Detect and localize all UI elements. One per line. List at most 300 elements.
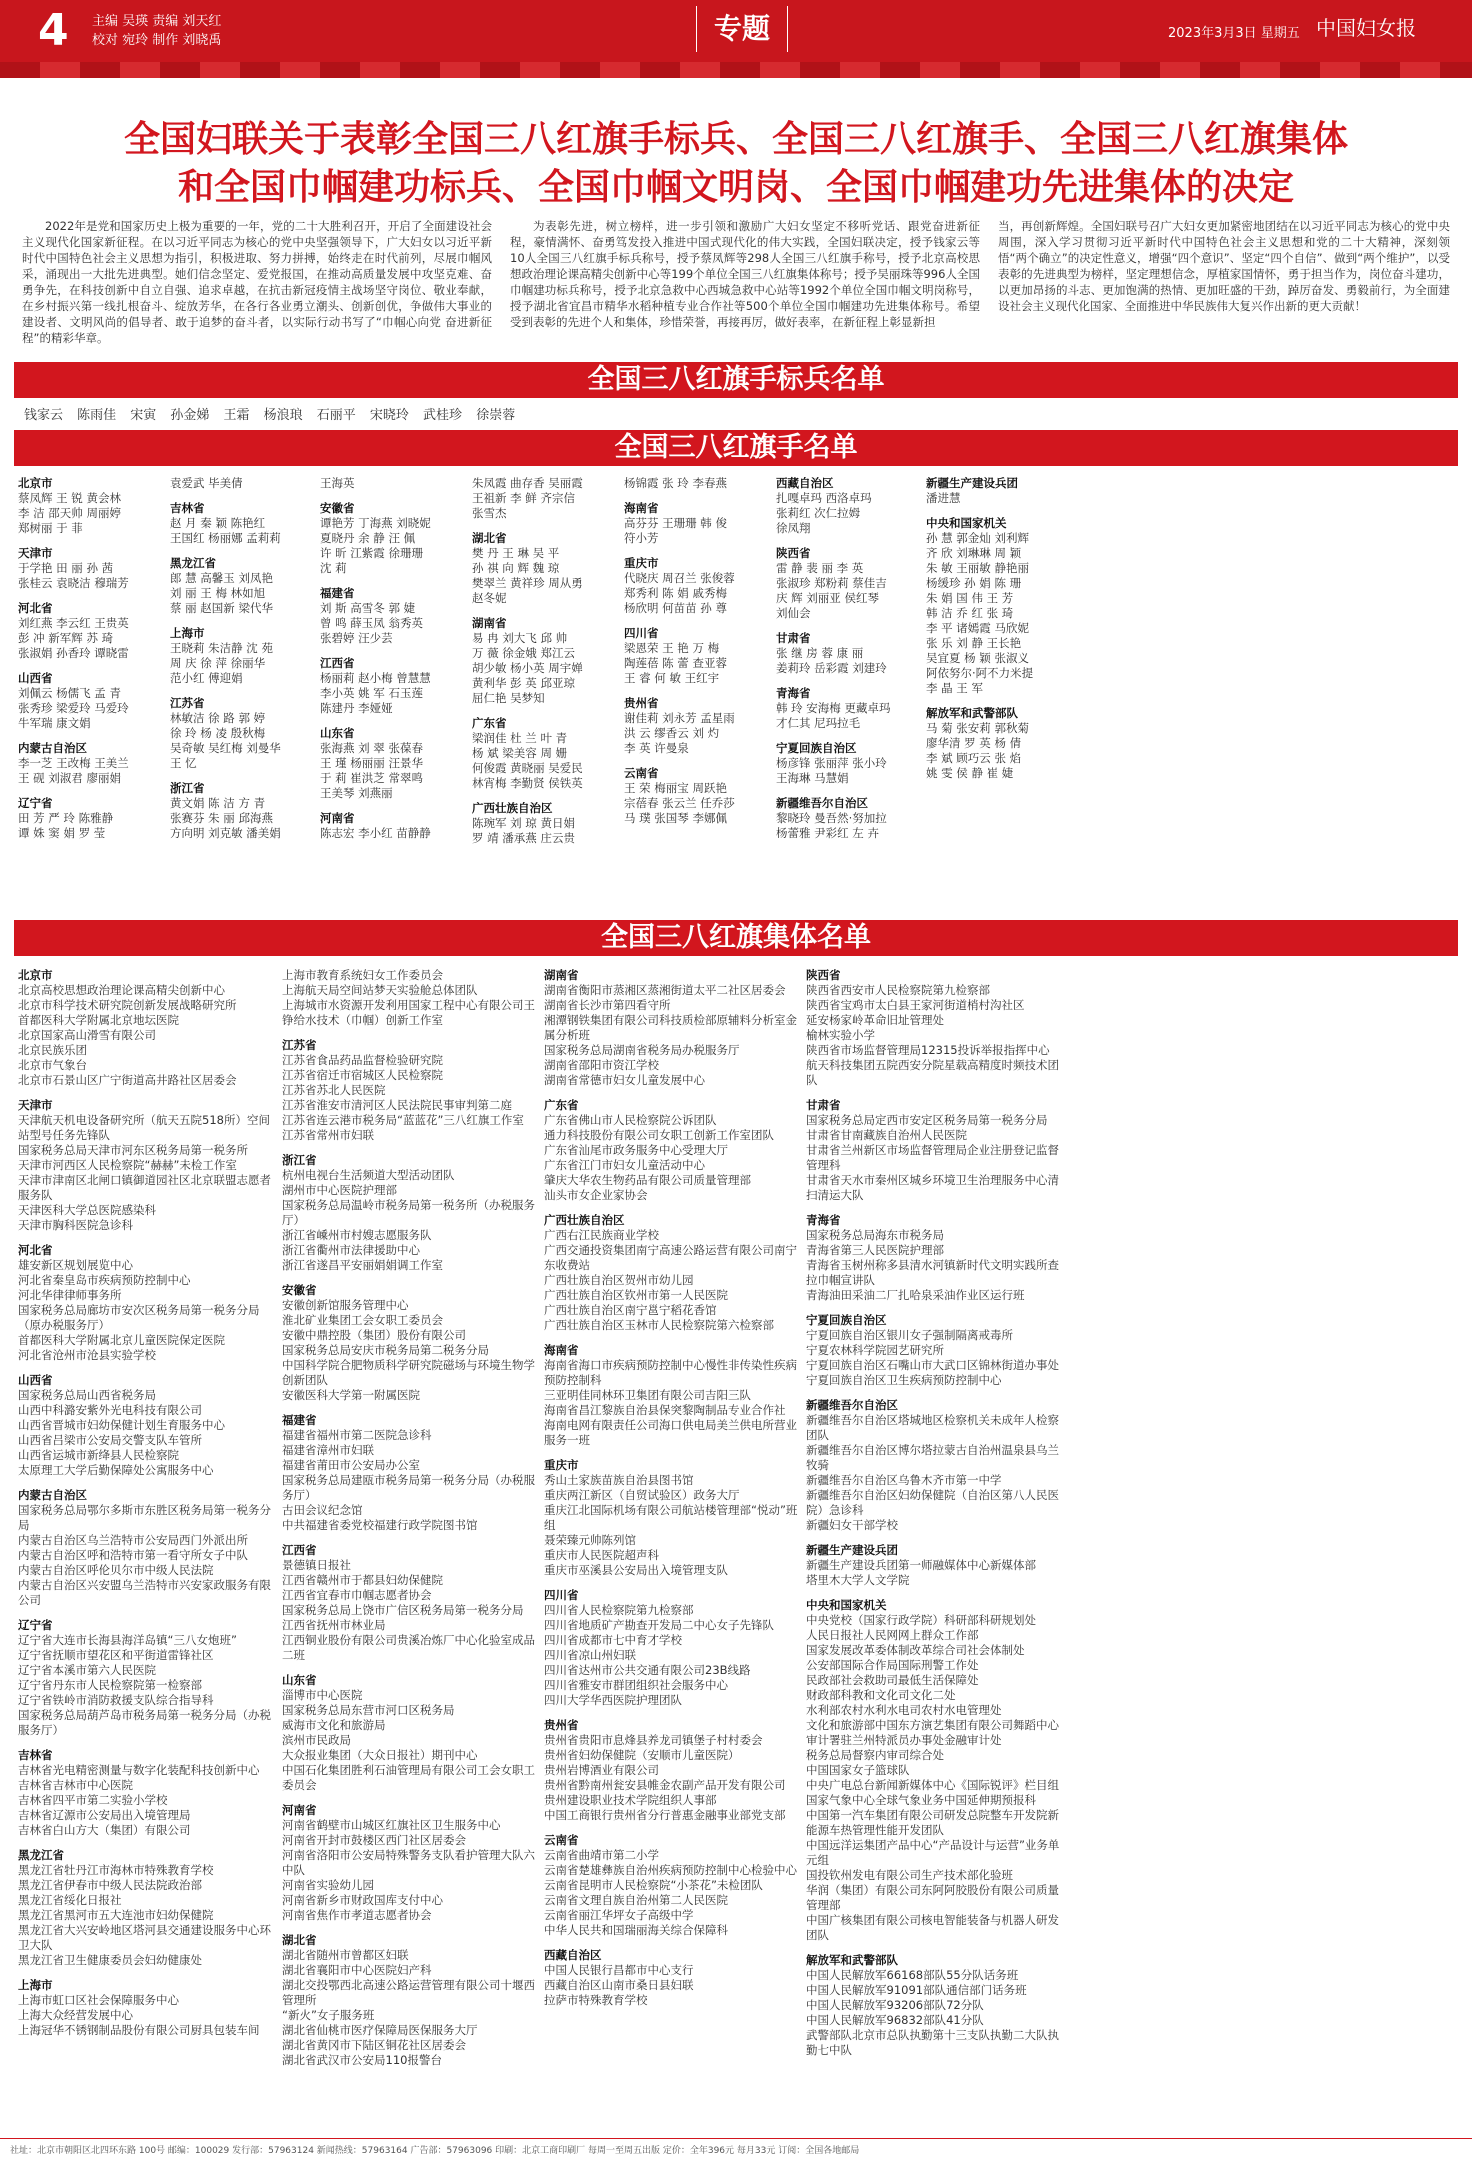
headline <box>30 116 1442 212</box>
list-item: 北京国家高山滑雪有限公司 <box>18 1028 156 1042</box>
list-item: 海南省昌江黎族自治县保突黎陶制品专业合作社 <box>544 1403 786 1417</box>
province-heading: 北京市 <box>18 476 53 490</box>
list-item: 国家税务总局鄂尔多斯市东胜区税务局第一税务分局 <box>18 1503 271 1532</box>
province-heading: 广西壮族自治区 <box>544 1213 625 1227</box>
province-heading: 江苏省 <box>170 696 205 710</box>
list-item: 福建省莆田市公安局办公室 <box>282 1458 420 1472</box>
list-item: 国家发展改革委体制改革综合司社会体制处 <box>806 1643 1025 1657</box>
list-item: 朱 敏 王丽敏 静艳丽 <box>926 561 1029 575</box>
list-column <box>806 968 1062 2058</box>
list-item: 吉林省吉林市中心医院 <box>18 1778 133 1792</box>
list-item: 吴宜夏 杨 颖 张淑义 <box>926 651 1029 665</box>
list-item: 阿依努尔·阿不力米提 <box>926 666 1034 680</box>
list-item: 甘肃省甘南藏族自治州人民医院 <box>806 1128 967 1142</box>
province-heading: 辽宁省 <box>18 796 53 810</box>
list-item: 四川省达州市公共交通有限公司23B线路 <box>544 1663 751 1677</box>
province-heading: 四川省 <box>544 1588 579 1602</box>
list-item: 黄文娟 陈 洁 方 青 <box>170 796 266 810</box>
list-item: 秀山土家族苗族自治县图书馆 <box>544 1473 694 1487</box>
list-item: 河南省鹤壁市山城区红旗社区卫生服务中心 <box>282 1818 501 1832</box>
province-heading: 浙江省 <box>282 1153 317 1167</box>
list-item: 国投钦州发电有限公司生产技术部化验班 <box>806 1868 1013 1882</box>
list-item: 王 荣 梅丽宝 周跃艳 <box>624 781 727 795</box>
list-item: 青海油田采油二厂扎哈泉采油作业区运行班 <box>806 1288 1025 1302</box>
list-item: 王美琴 刘燕丽 <box>320 786 393 800</box>
list-item: 宁夏回族自治区石嘴山市大武口区锦林街道办事处 <box>806 1358 1059 1372</box>
decorative-drape <box>0 62 1472 78</box>
list-item: 赵 月 秦 颖 陈艳红 <box>170 516 266 530</box>
province-heading: 广西壮族自治区 <box>472 801 553 815</box>
province-heading: 西藏自治区 <box>544 1948 602 1962</box>
list-item: 赵冬妮 <box>472 591 507 605</box>
province-heading: 河南省 <box>282 1803 317 1817</box>
list-item: 江西省抚州市林业局 <box>282 1618 386 1632</box>
list-item: 四川省地质矿产勘查开发局二中心女子先锋队 <box>544 1618 774 1632</box>
list-item: 湖北省仙桃市医疗保障局医保服务大厅 <box>282 2023 478 2037</box>
list-item: 黑龙江省黑河市五大连池市妇幼保健院 <box>18 1908 214 1922</box>
spacer <box>544 1088 800 1098</box>
list-item: 山西中科潞安紫外光电科技有限公司 <box>18 1403 202 1417</box>
list-item: 张淑娟 孙香玲 谭晓雷 <box>18 646 129 660</box>
list-item: 湖北省黄冈市下陆区铜花社区居委会 <box>282 2038 466 2052</box>
list-item: 黑龙江省绥化日报社 <box>18 1893 122 1907</box>
list-item: 张桂云 袁晓洁 穆瑞芳 <box>18 576 129 590</box>
list-item: 内蒙古自治区乌兰浩特市公安局西门外派出所 <box>18 1533 248 1547</box>
list-item: 江苏省宿迁市宿城区人民检察院 <box>282 1068 443 1082</box>
spacer <box>18 1968 274 1978</box>
province-heading: 云南省 <box>544 1833 579 1847</box>
list-item: 马 璞 张国琴 李娜佩 <box>624 811 727 825</box>
list-item: 中共福建省委党校福建行政学院图书馆 <box>282 1518 478 1532</box>
list-item: 中国工商银行贵州省分行普惠金融事业部党支部 <box>544 1808 786 1822</box>
province-heading: 四川省 <box>624 626 659 640</box>
list-column <box>18 968 274 2038</box>
province-heading: 陕西省 <box>776 546 811 560</box>
list-item: 国家税务总局湖南省税务局办税服务厅 <box>544 1043 740 1057</box>
list-item: 孙 祺 向 辉 魏 琼 <box>472 561 560 575</box>
province-heading: 湖南省 <box>544 968 579 982</box>
list-item: 郎 慧 高馨玉 刘凤艳 <box>170 571 273 585</box>
list-item: 安徽中鼎控股（集团）股份有限公司 <box>282 1328 466 1342</box>
list-item: 中国人民解放军91091部队通信部门话务班 <box>806 1983 1027 1997</box>
list-item: 审计署驻兰州特派员办事处金融审计处 <box>806 1733 1002 1747</box>
list-item: 云南省文理自族自治州第二人民医院 <box>544 1893 728 1907</box>
list-item: 林敏洁 徐 路 郭 婷 <box>170 711 266 725</box>
list-item: 河南省洛阳市公安局特殊警务支队看护管理大队六中队 <box>282 1848 535 1877</box>
list-item: 上海市教育系统妇女工作委员会 <box>282 968 443 982</box>
list-item: 孙 慧 郭金灿 刘利辉 <box>926 531 1029 545</box>
list-item: 新疆维吾尔自治区妇幼保健院（自治区第八人民医院）急诊科 <box>806 1488 1059 1517</box>
province-heading: 内蒙古自治区 <box>18 741 87 755</box>
list-item: 新疆维吾尔自治区塔城地区检察机关未成年人检察团队 <box>806 1413 1059 1442</box>
list-item: 潘进慧 <box>926 491 961 505</box>
province-heading: 河北省 <box>18 601 53 615</box>
list-item: 甘肃省兰州新区市场监督管理局企业注册登记监督管理科 <box>806 1143 1059 1172</box>
list-item: 林宵梅 李勤贤 侯铁英 <box>472 776 583 790</box>
list-item: 中国石化集团胜利石油管理局有限公司工会女职工委员会 <box>282 1763 535 1792</box>
list-item: 浙江省衢州市法律援助中心 <box>282 1243 420 1257</box>
list-item: 广西壮族自治区钦州市第一人民医院 <box>544 1288 728 1302</box>
province-heading: 江西省 <box>282 1543 317 1557</box>
province-heading: 重庆市 <box>544 1458 579 1472</box>
list-item: 王 瑾 杨丽丽 汪景华 <box>320 756 423 770</box>
list-item: 刘红燕 李云红 王贵英 <box>18 616 129 630</box>
list-item: 重庆江北国际机场有限公司航站楼管理部“悦动”班组 <box>544 1503 798 1532</box>
list-item: 辽宁省铁岭市消防救援支队综合指导科 <box>18 1693 214 1707</box>
list-item: 蔡 丽 赵国新 梁代华 <box>170 601 273 615</box>
list-item: 李 平 诸嫣霞 马欣妮 <box>926 621 1029 635</box>
section-banner: 全国三八红旗集体名单 <box>14 920 1458 956</box>
list-item: 中国人民解放军93206部队72分队 <box>806 1998 984 2012</box>
province-heading: 甘肃省 <box>776 631 811 645</box>
list-item: 刘 斯 高雪冬 郭 婕 <box>320 601 416 615</box>
list-item: 中国国家女子篮球队 <box>806 1763 910 1777</box>
province-heading: 黑龙江省 <box>18 1848 64 1862</box>
list-item: 安徽创新馆服务管理中心 <box>282 1298 409 1312</box>
list-item: 山西省运城市新绛县人民检察院 <box>18 1448 179 1462</box>
editor-credits <box>92 12 221 50</box>
list-item: 张秀珍 梁爱玲 马爱玲 <box>18 701 129 715</box>
list-item: 方向明 刘克敏 潘美娟 <box>170 826 281 840</box>
spacer <box>282 1403 538 1413</box>
list-item: 贵州省妇幼保健院（安顺市儿童医院） <box>544 1748 740 1762</box>
section-banner: 全国三八红旗手名单 <box>14 430 1458 466</box>
list-item: 黄利华 彭 英 邱亚琼 <box>472 676 575 690</box>
spacer <box>18 1738 274 1748</box>
list-item: 广东省汕尾市政务服务中心受理大厅 <box>544 1143 728 1157</box>
list-item: 上海航天局空间站梦天实验舱总体团队 <box>282 983 478 997</box>
list-item: 吉林省白山方大（集团）有限公司 <box>18 1823 191 1837</box>
province-heading: 湖北省 <box>472 531 507 545</box>
list-item: 山西省吕梁市公安局交警支队车管所 <box>18 1433 202 1447</box>
province-heading: 吉林省 <box>170 501 205 515</box>
list-item: 朱 娟 国 伟 王 芳 <box>926 591 1014 605</box>
province-heading: 中央和国家机关 <box>926 516 1007 530</box>
intro-paragraph: 为表彰先进，树立榜样，进一步引领和激励广大妇女坚定不移听党话、跟党奋进新征程，豪情满怀、奋勇笃发投入推进中国式现代化的伟大实践，全国妇联决定，授予钱家云等10人全国三八红旗手标兵称号，授予蔡凤辉等298人全国三八红旗手称号，授予北京高校思想政治理论课高精尖创新中心等199个单位全国三八红旗集体称号；授予吴丽珠等996人全国巾帼建功标兵称号，授予北京急救中心西城急救中心站等1992个单位全国巾帼文明岗称号，授予湖北省宜昌市精华水稻种植专业合作社等500个单位全国巾帼建功先进集体称号。希望受到表彰的先进个人和集体，珍惜荣誉，再接再厉，做好表率，在新征程上彰显新担 <box>510 219 980 329</box>
list-item: 于 莉 崔洪芝 常翠鸣 <box>320 771 423 785</box>
list-item: 李小英 姚 军 石玉莲 <box>320 686 423 700</box>
list-item: 沈 莉 <box>320 561 347 575</box>
list-item: 郑秀利 陈 娟 戚秀梅 <box>624 586 727 600</box>
list-item: 湖北省随州市曾都区妇联 <box>282 1948 409 1962</box>
list-item: 杨缓珍 孙 娟 陈 珊 <box>926 576 1022 590</box>
spacer <box>544 1448 800 1458</box>
list-item: 汕头市女企业家协会 <box>544 1188 648 1202</box>
list-item: 庆 辉 刘丽亚 侯红琴 <box>776 591 879 605</box>
list-item: 陶莲蓓 陈 蕾 查亚蓉 <box>624 656 727 670</box>
list-item: 三亚明佳同林环卫集团有限公司吉阳三队 <box>544 1388 751 1402</box>
list-item: 浙江省遂昌平安丽娟娟调工作室 <box>282 1258 443 1272</box>
list-item: 李 晶 王 军 <box>926 681 983 695</box>
province-heading: 福建省 <box>282 1413 317 1427</box>
list-item: 国家税务总局天津市河东区税务局第一税务所 <box>18 1143 248 1157</box>
province-heading: 北京市 <box>18 968 53 982</box>
province-heading: 广东省 <box>472 716 507 730</box>
province-heading: 新疆维吾尔自治区 <box>776 796 868 810</box>
list-item: 税务总局督察内审司综合处 <box>806 1748 944 1762</box>
list-item: 太原理工大学后勤保障处公寓服务中心 <box>18 1463 214 1477</box>
list-item: 国家气象中心全球气象业务中国延伸期预报科 <box>806 1793 1036 1807</box>
list-item: 海南省海口市疾病预防控制中心慢性非传染性疾病预防控制科 <box>544 1358 797 1387</box>
list-item: 宁夏农林科学院园艺研究所 <box>806 1343 944 1357</box>
list-item: 中国人民解放军96832部队41分队 <box>806 2013 984 2027</box>
spacer <box>544 1938 800 1948</box>
list-item: 陕西省宝鸡市太白县王家河街道梢村沟社区 <box>806 998 1025 1012</box>
list-item: 国家税务总局海东市税务局 <box>806 1228 944 1242</box>
list-item: 云南省曲靖市第二小学 <box>544 1848 659 1862</box>
province-heading: 新疆生产建设兵团 <box>926 476 1018 490</box>
list-item: 西藏自治区山南市桑日县妇联 <box>544 1978 694 1992</box>
province-heading: 安徽省 <box>282 1283 317 1297</box>
list-item: 高芬芬 王珊珊 韩 俊 <box>624 516 727 530</box>
province-heading: 宁夏回族自治区 <box>806 1313 887 1327</box>
list-item: 天津市河西区人民检察院“赫赫”未检工作室 <box>18 1158 237 1172</box>
spacer <box>282 1793 538 1803</box>
province-heading: 青海省 <box>806 1213 841 1227</box>
spacer <box>776 786 976 796</box>
list-item: 甘肃省天水市秦州区城乡环境卫生治理服务中心清扫清运大队 <box>806 1173 1059 1202</box>
list-item: 陈琬军 刘 琼 黄日娟 <box>472 816 575 830</box>
province-heading: 青海省 <box>776 686 811 700</box>
list-item: 广东省江门市妇女儿童活动中心 <box>544 1158 705 1172</box>
province-heading: 中央和国家机关 <box>806 1598 887 1612</box>
list-item: 刘仙会 <box>776 606 811 620</box>
list-item: 黑龙江省大兴安岭地区塔河县交通建设服务中心环卫大队 <box>18 1923 271 1952</box>
list-item: 湖南省衡阳市蒸湘区蒸湘街道太平二社区居委会 <box>544 983 786 997</box>
province-heading: 天津市 <box>18 1098 53 1112</box>
list-item: 水利部农村水利水电司农村水电管理处 <box>806 1703 1002 1717</box>
list-item: 张淑珍 郑粉莉 蔡佳吉 <box>776 576 887 590</box>
list-item: 辽宁省丹东市人民检察院第一检察部 <box>18 1678 202 1692</box>
list-item: 通力科技股份有限公司女职工创新工作室团队 <box>544 1128 774 1142</box>
list-item: 中国远洋运集团产品中心“产品设计与运营”业务单元组 <box>806 1838 1060 1867</box>
province-heading: 贵州省 <box>624 696 659 710</box>
list-item: 陈志宏 李小红 苗静静 <box>320 826 431 840</box>
list-item: 吉林省四平市第二实验小学校 <box>18 1793 168 1807</box>
spacer <box>18 1088 274 1098</box>
list-item: 江苏省食品药品监督检验研究院 <box>282 1053 443 1067</box>
list-item: 张赛芬 朱 丽 邱海燕 <box>170 811 273 825</box>
province-heading: 海南省 <box>544 1343 579 1357</box>
list-item: 刘佩云 杨儒飞 孟 青 <box>18 686 121 700</box>
province-heading: 山东省 <box>320 726 355 740</box>
list-item: 谭艳芳 丁海燕 刘晓妮 <box>320 516 431 530</box>
list-item: 淮北矿业集团工会女职工委员会 <box>282 1313 443 1327</box>
list-item: 朱凤霞 曲存香 吴丽霞 <box>472 476 583 490</box>
list-item: 古田会议纪念馆 <box>282 1503 363 1517</box>
spacer <box>18 1233 274 1243</box>
spacer <box>282 1663 538 1673</box>
spacer <box>806 1533 1062 1543</box>
list-item: 中央广电总台新闻新媒体中心《国际锐评》栏目组 <box>806 1778 1059 1792</box>
newspaper-logo: 中国妇女报 <box>1316 16 1416 40</box>
list-item: 福建省福州市第二医院急诊科 <box>282 1428 432 1442</box>
list-item: 河北省秦皇岛市疾病预防控制中心 <box>18 1273 191 1287</box>
issue-date: 2023年3月3日 星期五 <box>1168 26 1300 41</box>
intro-paragraph: 2022年是党和国家历史上极为重要的一年，党的二十大胜利召开，开启了全面建设社会主义现代化国家新征程。在以习近平同志为核心的党中央坚强领导下，广大妇女以习近平新时代中国特色社会主义思想为指引，积极进取、努力拼搏，始终走在时代前列，尽展巾帼风采，涌现出一大批先进典型。她们信念坚定、爱党报国，在推动高质量发展中攻坚克难、奋勇争先，在科技创新中自立自强、追求卓越，在抗击新冠疫情主战场坚守岗位、敬业奉献，在乡村振兴第一线扎根奋斗、绽放芳华，在各行各业勇立潮头、创新创优，争做伟大事业的建设者、文明风尚的倡导者、敢于追梦的奋斗者，以实际行动书写了“巾帼心向党 奋进新征程”的精彩华章。 <box>22 219 492 345</box>
list-item: 云南省丽江华坪女子高级中学 <box>544 1908 694 1922</box>
list-item: 宁夏回族自治区银川女子强制隔离戒毒所 <box>806 1328 1013 1342</box>
list-item: 马 菊 张安莉 郭秋菊 <box>926 721 1029 735</box>
province-heading: 黑龙江省 <box>170 556 216 570</box>
list-item: 北京市科学技术研究院创新发展战略研究所 <box>18 998 237 1012</box>
list-item: 湖南省常德市妇女儿童发展中心 <box>544 1073 705 1087</box>
list-item: 代晓庆 周召兰 张俊蓉 <box>624 571 735 585</box>
list-item: 张碧婷 汪少芸 <box>320 631 393 645</box>
list-item: 湖北省襄阳市中心医院妇产科 <box>282 1963 432 1977</box>
list-item: 新疆维吾尔自治区博尔塔拉蒙古自治州温泉县乌兰牧骑 <box>806 1443 1059 1472</box>
list-item: 新疆生产建设兵团第一师融媒体中心新媒体部 <box>806 1558 1036 1572</box>
list-item: 张雪杰 <box>472 506 507 520</box>
list-item: 中国广核集团有限公司核电智能装备与机器人研发团队 <box>806 1913 1059 1942</box>
spacer <box>806 1943 1062 1953</box>
list-item: 吴奇敏 吴红梅 刘曼华 <box>170 741 281 755</box>
list-item: 景德镇日报社 <box>282 1558 351 1572</box>
list-item: 李 洁 邵天帅 周丽婷 <box>18 506 121 520</box>
list-item: 青海省玉树州称多县清水河镇新时代文明实践所查拉巾帼宣讲队 <box>806 1258 1059 1287</box>
list-item: 广西壮族自治区南宁邕宁稻花香馆 <box>544 1303 717 1317</box>
list-item: 国家税务总局山西省税务局 <box>18 1388 156 1402</box>
list-item: 谢佳莉 刘永芳 孟星雨 <box>624 711 735 725</box>
list-item: 湖北交投鄂西北高速公路运营管理有限公司十堰西管理所 <box>282 1978 535 2007</box>
list-item: 何俊霞 黄晓丽 吴爱民 <box>472 761 583 775</box>
section-label: 专题 <box>696 6 788 52</box>
province-heading: 天津市 <box>18 546 53 560</box>
biaobing-names: 钱家云 陈雨佳 宋寅 孙金娣 王霜 杨浪琅 石丽平 宋晓玲 武桂珍 徐崇蓉 <box>24 408 516 423</box>
list-item: 四川省雅安市群团组织社会服务中心 <box>544 1678 728 1692</box>
list-item: 洪 云 缪香云 刘 灼 <box>624 726 720 740</box>
province-heading: 广东省 <box>544 1098 579 1112</box>
list-item: 李 斌 顾巧云 张 焰 <box>926 751 1022 765</box>
province-heading: 贵州省 <box>544 1718 579 1732</box>
list-item: 贵州建设职业技术学院组织人事部 <box>544 1793 717 1807</box>
list-item: 齐 欣 刘琳琳 周 颖 <box>926 546 1022 560</box>
list-item: 中国第一汽车集团有限公司研发总院整车开发院新能源车热管理性能开发团队 <box>806 1808 1059 1837</box>
list-item: 曾 鸣 薛玉凤 翁秀英 <box>320 616 423 630</box>
list-item: 范小红 傅迎娟 <box>170 671 243 685</box>
province-heading: 安徽省 <box>320 501 355 515</box>
list-item: 蔡凤辉 王 锐 黄会林 <box>18 491 121 505</box>
list-item: 文化和旅游部中国东方演艺集团有限公司舞蹈中心 <box>806 1718 1059 1732</box>
list-item: 四川大学华西医院护理团队 <box>544 1693 682 1707</box>
list-item: 杨丽莉 赵小梅 曾慧慧 <box>320 671 431 685</box>
list-item: 贵州岩博酒业有限公司 <box>544 1763 659 1777</box>
list-item: 安徽医科大学第一附属医院 <box>282 1388 420 1402</box>
list-item: 才仁其 尼玛拉毛 <box>776 716 861 730</box>
list-item: 张 继 房 蓉 康 丽 <box>776 646 864 660</box>
list-item: 国家税务总局定西市安定区税务局第一税务分局 <box>806 1113 1048 1127</box>
spacer <box>282 1028 538 1038</box>
list-item: 中华人民共和国瑞丽海关综合保障科 <box>544 1923 728 1937</box>
province-heading: 河北省 <box>18 1243 53 1257</box>
spacer <box>544 1333 800 1343</box>
province-heading: 辽宁省 <box>18 1618 53 1632</box>
list-item: 杨欣明 何苗苗 孙 尊 <box>624 601 727 615</box>
list-item: 徐 玲 杨 凌 殷秋梅 <box>170 726 266 740</box>
province-heading: 新疆生产建设兵团 <box>806 1543 898 1557</box>
province-heading: 江西省 <box>320 656 355 670</box>
spacer <box>544 1578 800 1588</box>
spacer <box>18 1363 274 1373</box>
list-item: 江西省宜春市巾帼志愿者协会 <box>282 1588 432 1602</box>
list-item: 黑龙江省牡丹江市海林市特殊教育学校 <box>18 1863 214 1877</box>
list-item: 江苏省常州市妇联 <box>282 1128 374 1142</box>
list-item: 人民日报社人民网网上群众工作部 <box>806 1628 979 1642</box>
province-heading: 新疆维吾尔自治区 <box>806 1398 898 1412</box>
list-item: 姚 雯 侯 静 崔 婕 <box>926 766 1014 780</box>
list-item: 首都医科大学附属北京地坛医院 <box>18 1013 179 1027</box>
province-heading: 宁夏回族自治区 <box>776 741 857 755</box>
list-item: 四川省成都市七中育才学校 <box>544 1633 682 1647</box>
list-item: 江苏省淮安市清河区人民法院民事审判第二庭 <box>282 1098 512 1112</box>
list-item: 河南省新乡市财政国库支付中心 <box>282 1893 443 1907</box>
list-item: 湖南省长沙市第四看守所 <box>544 998 671 1012</box>
list-item: 杨彦锋 张丽萍 张小玲 <box>776 756 887 770</box>
spacer <box>806 1088 1062 1098</box>
list-item: 王晓莉 朱洁静 沈 苑 <box>170 641 273 655</box>
list-item: 王 忆 <box>170 756 197 770</box>
province-heading: 解放军和武警部队 <box>926 706 1018 720</box>
list-item: 天津航天机电设备研究所（航天五院518所）空间站型号任务先锋队 <box>18 1113 270 1142</box>
list-item: 四川省凉山州妇联 <box>544 1648 636 1662</box>
spacer <box>282 1533 538 1543</box>
list-item: 民政部社会救助司最低生活保障处 <box>806 1673 979 1687</box>
list-item: 首都医科大学附属北京儿童医院保定医院 <box>18 1333 225 1347</box>
list-item: 山西省晋城市妇幼保健计划生育服务中心 <box>18 1418 225 1432</box>
list-item: 宁夏回族自治区卫生疾病预防控制中心 <box>806 1373 1002 1387</box>
province-heading: 海南省 <box>624 501 659 515</box>
list-item: 陕西省西安市人民检察院第九检察部 <box>806 983 990 997</box>
spacer <box>544 1203 800 1213</box>
list-item: 内蒙古自治区呼伦贝尔市中级人民法院 <box>18 1563 214 1577</box>
list-item: 武警部队北京市总队执勤第十三支队执勤二大队执勤七中队 <box>806 2028 1059 2057</box>
province-heading: 山西省 <box>18 671 53 685</box>
list-item: 云南省昆明市人民检察院“小茶花”未检团队 <box>544 1878 763 1892</box>
list-item: 淄博市中心医院 <box>282 1688 363 1702</box>
list-item: 王海英 <box>320 476 355 490</box>
masthead <box>0 0 1472 62</box>
spacer <box>544 1823 800 1833</box>
province-heading: 吉林省 <box>18 1748 53 1762</box>
list-item: 谭 姝 窦 娟 罗 莹 <box>18 826 106 840</box>
province-heading: 山东省 <box>282 1673 317 1687</box>
list-item: 吉林省辽源市公安局出入境管理局 <box>18 1808 191 1822</box>
list-item: 云南省楚雄彝族自治州疾病预防控制中心检验中心 <box>544 1863 797 1877</box>
list-item: 张莉红 次仁拉姆 <box>776 506 861 520</box>
list-item: 王祖新 李 鲜 齐宗信 <box>472 491 575 505</box>
list-item: 樊翠兰 黄祥珍 周从勇 <box>472 576 583 590</box>
list-item: 海南电网有限责任公司海口供电局美兰供电所营业服务一班 <box>544 1418 797 1447</box>
list-column <box>926 476 1126 781</box>
list-item: 杨锦霞 张 玲 李春燕 <box>624 476 727 490</box>
list-column <box>282 968 538 2068</box>
list-item: 吉林省光电精密测量与数字化装配科技创新中心 <box>18 1763 260 1777</box>
page-number: 4 <box>38 5 69 56</box>
list-item: 姜莉玲 岳彩霞 刘建玲 <box>776 661 887 675</box>
list-item: 辽宁省本溪市第六人民医院 <box>18 1663 156 1677</box>
list-item: 贵州省黔南州瓮安县帷金农副产品开发有限公司 <box>544 1778 786 1792</box>
list-item: 国家税务总局上饶市广信区税务局第一税务分局 <box>282 1603 524 1617</box>
list-item: 财政部科教和文化司文化二处 <box>806 1688 956 1702</box>
list-item: 国家税务总局温岭市税务局第一税务所（办税服务厅） <box>282 1198 535 1227</box>
headline-line: 和全国巾帼建功标兵、全国巾帼文明岗、全国巾帼建功先进集体的决定 <box>177 167 1294 208</box>
headline-line: 全国妇联关于表彰全国三八红旗手标兵、全国三八红旗手、全国三八红旗集体 <box>123 119 1348 160</box>
list-item: 樊 丹 王 琳 吴 平 <box>472 546 560 560</box>
list-item: 上海城市水资源开发利用国家工程中心有限公司王铮给水技术（巾帼）创新工作室 <box>282 998 535 1027</box>
list-item: 杭州电视台生活频道大型活动团队 <box>282 1168 455 1182</box>
list-item: 新疆妇女干部学校 <box>806 1518 898 1532</box>
list-item: 国家税务总局安庆市税务局第二税务分局 <box>282 1343 489 1357</box>
